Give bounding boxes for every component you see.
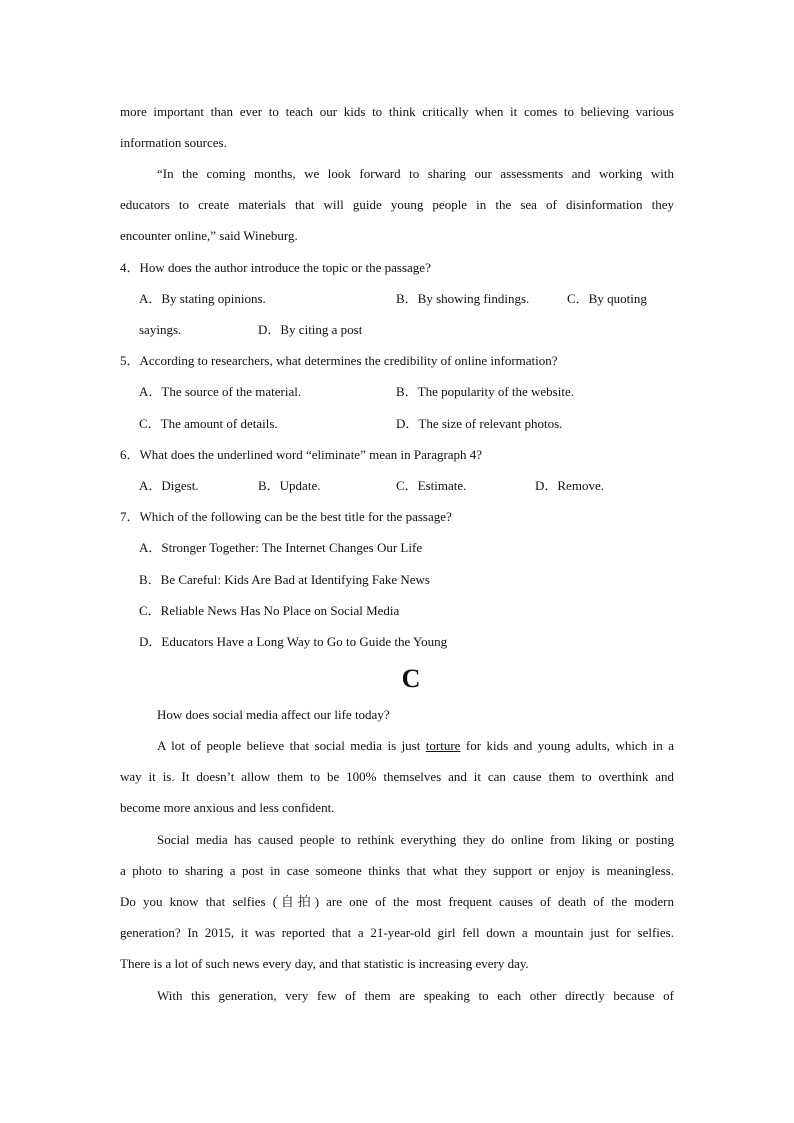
passage-c-question-line: How does social media affect our life today? (157, 707, 390, 722)
question-6-option-c: C．Estimate. (396, 478, 467, 493)
question-5-option-c: C．The amount of details. (139, 416, 278, 431)
question-7-option-d: D．Educators Have a Long Way to Go to Guide the Young (139, 634, 448, 649)
question-4-stem (120, 260, 431, 276)
question-7-option-a: A．Stronger Together: The Internet Changes Our Life (139, 540, 423, 555)
section-heading: C (401, 664, 421, 693)
text-run: A lot of people believe that social media is just (157, 738, 426, 753)
question-7-stem (120, 509, 452, 525)
passage-b-line: “In the coming months, we look forward to sharing our assessments and working with (157, 166, 674, 181)
question-7-option-c: C．Reliable News Has No Place on Social Media (139, 603, 400, 618)
question-7-option-b: B．Be Careful: Kids Are Bad at Identifying Fake News (139, 572, 430, 587)
passage-c-paragraph-2-line: There is a lot of such news every day, and that statistic is increasing every day. (120, 956, 529, 971)
question-6-option-d: D．Remove. (535, 478, 604, 493)
text-run: for kids and young adults, which in a (460, 738, 674, 753)
question-text: Which of the following can be the best title for the passage? (139, 509, 452, 524)
question-text: What does the underlined word “eliminate” mean in Paragraph 4? (139, 447, 483, 462)
question-4-option-d: D．By citing a post (258, 322, 363, 337)
question-4-option-b: B．By showing findings. (396, 291, 530, 306)
question-text: According to researchers, what determines the credibility of online information? (139, 353, 558, 368)
passage-b-line: more important than ever to teach our kids to think critically when it comes to believing various (120, 104, 674, 119)
passage-b-line: educators to create materials that will guide young people in the sea of disinformation they (120, 197, 674, 212)
question-6-option-b: B．Update. (258, 478, 321, 493)
question-5-stem (120, 353, 558, 369)
passage-b-line: information sources. (120, 135, 227, 150)
passage-c-paragraph-1-line (157, 738, 674, 754)
question-number: 5． (120, 353, 140, 368)
passage-c-paragraph-2-line: generation? In 2015, it was reported that a 21-year-old girl fell down a mountain just for selfies. (120, 925, 674, 940)
question-6-stem (120, 447, 482, 463)
passage-c-paragraph-1-line: way it is. It doesn’t allow them to be 100% themselves and it can cause them to overthink and (120, 769, 674, 784)
passage-b-line: encounter online,” said Wineburg. (120, 228, 298, 243)
question-text: How does the author introduce the topic or the passage? (139, 260, 431, 275)
passage-c-paragraph-1-line: become more anxious and less confident. (120, 800, 335, 815)
question-4-option-c: C．By quoting (567, 291, 647, 306)
question-5-option-a: A．The source of the material. (139, 384, 302, 399)
question-number: 4． (120, 260, 140, 275)
passage-c-paragraph-2-line: Social media has caused people to rethink everything they do online from liking or posting (157, 832, 674, 847)
question-4-option-a: A．By stating opinions. (139, 291, 266, 306)
passage-c-paragraph-2-line: Do you know that selfies (自拍) are one of the most frequent causes of death of the modern (120, 894, 674, 909)
underlined-word: torture (425, 738, 461, 753)
passage-c-paragraph-2-line: a photo to sharing a post in case someone thinks that what they support or enjoy is meaningless. (120, 863, 674, 878)
question-number: 6． (120, 447, 140, 462)
question-number: 7． (120, 509, 140, 524)
question-5-option-d: D．The size of relevant photos. (396, 416, 563, 431)
passage-c-paragraph-3-line: With this generation, very few of them are speaking to each other directly because of (157, 988, 674, 1003)
question-5-option-b: B．The popularity of the website. (396, 384, 574, 399)
question-4-option-c-continued: sayings. (139, 322, 182, 337)
question-6-option-a: A．Digest. (139, 478, 199, 493)
